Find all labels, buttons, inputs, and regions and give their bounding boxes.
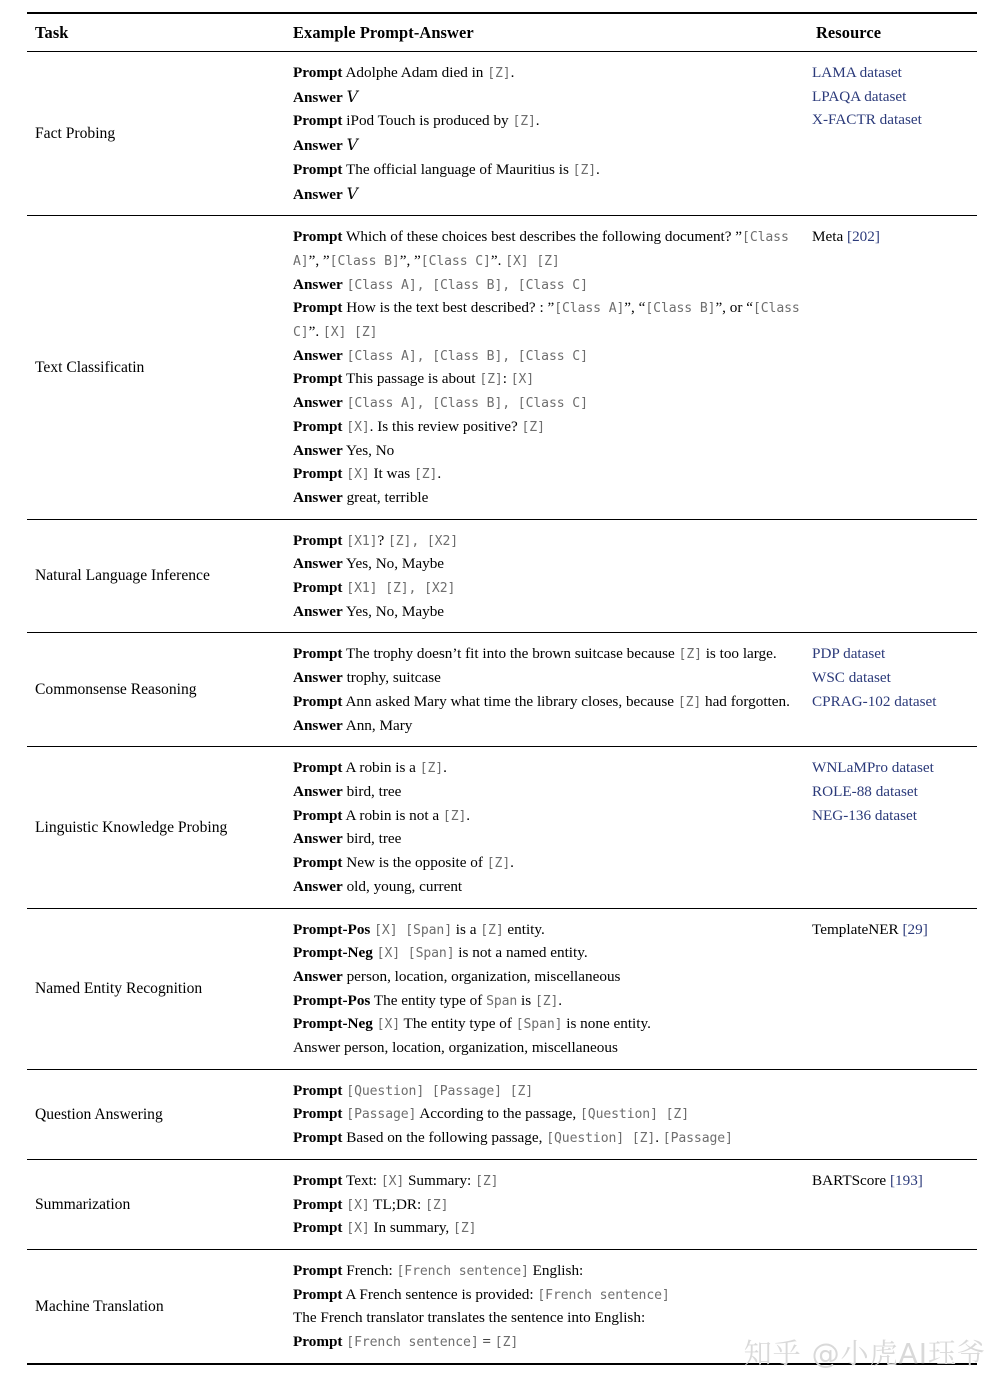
resource-cell	[808, 519, 977, 633]
citation-link[interactable]: [29]	[902, 920, 928, 938]
prompt-line	[293, 1216, 802, 1240]
prompt-label: Answer	[293, 137, 343, 155]
resource-cell	[808, 633, 977, 747]
prompt-line	[293, 367, 802, 391]
resource-cell	[808, 747, 977, 908]
placeholder-token: [X]	[380, 1173, 405, 1189]
example-prompt-answer-cell	[285, 216, 808, 519]
table-body	[27, 52, 977, 1364]
placeholder-token: [Z]	[475, 1173, 499, 1189]
placeholder-token: [Passage]	[662, 1131, 733, 1147]
placeholder-token: [Class A]	[554, 301, 625, 317]
prompt-label: Prompt	[293, 692, 343, 710]
prompt-label: Prompt-Neg	[293, 1015, 373, 1033]
prompt-text: had forgotten.	[701, 692, 790, 710]
placeholder-token: [X] [Z]	[505, 253, 560, 269]
prompt-text: ?	[377, 531, 388, 549]
prompt-text: The official language of Mauritius is	[346, 160, 573, 178]
table-row	[27, 747, 977, 908]
resource-link[interactable]: PDP dataset	[812, 645, 886, 663]
table-row	[27, 908, 977, 1069]
placeholder-token: [French sentence]	[346, 1335, 479, 1351]
prompt-label: Answer	[293, 275, 343, 293]
prompt-text: This passage is about	[346, 370, 480, 388]
prompt-line	[293, 391, 802, 415]
prompt-label: Prompt	[293, 531, 343, 549]
placeholder-token: [X1] [Z], [X2]	[346, 581, 456, 597]
example-prompt-answer-cell	[285, 633, 808, 747]
placeholder-token: [Z]	[494, 1335, 519, 1351]
resource-link[interactable]: WSC dataset	[812, 669, 891, 687]
prompt-line	[293, 1126, 802, 1150]
task-name-cell: Fact Probing	[27, 52, 285, 216]
bottom-rule-cell	[808, 1364, 977, 1365]
prompt-text: ”, “	[624, 299, 646, 317]
prompt-line	[293, 965, 802, 989]
table-row	[27, 633, 977, 747]
prompt-line	[293, 875, 802, 899]
prompt-label: Prompt	[293, 1333, 343, 1351]
answer-symbol: V	[346, 87, 358, 106]
placeholder-token: [X]	[510, 372, 535, 388]
prompt-line	[293, 780, 802, 804]
placeholder-token: [Z]	[442, 808, 467, 824]
task-name-cell: Commonsense Reasoning	[27, 633, 285, 747]
placeholder-token: [Passage]	[346, 1107, 417, 1123]
prompt-text: The trophy doesn’t fit into the brown suitcase because	[346, 645, 679, 663]
example-prompt-answer-cell	[285, 519, 808, 633]
prompt-text: Yes, No, Maybe	[346, 602, 445, 620]
prompt-text: .	[466, 806, 471, 824]
placeholder-token: [Class A], [Class B], [Class C]	[346, 277, 588, 293]
prompt-label: Prompt	[293, 806, 343, 824]
prompt-label: Answer	[293, 185, 343, 203]
task-name-cell: Summarization	[27, 1159, 285, 1249]
example-prompt-answer-cell	[285, 52, 808, 216]
prompt-text: The French translator translates the sentence into English:	[293, 1309, 646, 1327]
prompt-line	[293, 1012, 802, 1036]
prompt-label: Prompt	[293, 465, 343, 483]
prompt-line	[293, 1283, 802, 1307]
prompt-line	[293, 296, 802, 343]
column-header-example: Example Prompt-Answer	[285, 13, 808, 52]
prompt-text: is too large.	[701, 645, 777, 663]
prompt-label: Prompt-Pos	[293, 920, 371, 938]
prompt-label: Prompt	[293, 1195, 343, 1213]
resource-link[interactable]: X-FACTR dataset	[812, 111, 922, 129]
prompt-line	[293, 552, 802, 576]
prompt-line	[293, 918, 802, 942]
placeholder-token: [X1]	[346, 533, 378, 549]
prompt-line	[293, 133, 802, 158]
prompt-line	[293, 85, 802, 110]
resource-link[interactable]: CPRAG-102 dataset	[812, 692, 937, 710]
prompt-text: Yes, No, Maybe	[346, 555, 445, 573]
placeholder-token: [Question] [Passage] [Z]	[346, 1083, 534, 1099]
prompt-line	[293, 642, 802, 666]
placeholder-token: [X]	[376, 1017, 401, 1033]
placeholder-token: [Class B]	[645, 301, 716, 317]
answer-symbol: V	[346, 136, 358, 155]
prompt-text: According to the passage,	[416, 1105, 581, 1123]
prompt-label: Answer	[293, 830, 343, 848]
table-row	[27, 1159, 977, 1249]
resource-link[interactable]: LAMA dataset	[812, 64, 902, 81]
prompt-line	[293, 1259, 802, 1283]
table-row	[27, 52, 977, 216]
prompt-line	[293, 109, 802, 133]
table-header-row	[27, 13, 977, 52]
prompt-text: old, young, current	[346, 877, 463, 895]
prompt-text: French:	[346, 1261, 397, 1279]
table-footer	[27, 1364, 977, 1365]
placeholder-token: [French sentence]	[396, 1263, 529, 1279]
citation-link[interactable]: [202]	[847, 228, 880, 246]
example-prompt-answer-cell	[285, 747, 808, 908]
prompt-text: .	[535, 112, 540, 130]
prompt-text: .	[437, 465, 442, 483]
placeholder-token: [Z]	[413, 467, 438, 483]
table-row	[27, 216, 977, 519]
resource-link[interactable]: ROLE-88 dataset	[812, 782, 918, 800]
prompt-line	[293, 439, 802, 463]
prompt-label: Answer	[293, 346, 343, 364]
prompt-label: Prompt	[293, 1081, 343, 1099]
placeholder-token: [Z]	[521, 419, 545, 435]
prompt-text: .	[655, 1129, 663, 1147]
placeholder-token: [Question] [Z]	[546, 1131, 656, 1147]
placeholder-token: [Class C]	[420, 253, 491, 269]
prompt-label: Answer	[293, 602, 343, 620]
prompt-text: . Is this review positive?	[369, 417, 522, 435]
placeholder-token: Span	[486, 993, 518, 1009]
prompt-label: Prompt	[293, 1285, 343, 1303]
prompt-label: Answer	[293, 967, 343, 985]
example-prompt-answer-cell	[285, 1159, 808, 1249]
resource-entry	[812, 918, 973, 942]
placeholder-token: [Z]	[479, 372, 503, 388]
prompt-text: A French sentence is provided:	[345, 1285, 538, 1303]
prompt-label: Answer	[293, 877, 343, 895]
resource-cell	[808, 1249, 977, 1363]
prompt-label: Prompt	[293, 645, 343, 663]
prompt-text: is a	[451, 920, 481, 938]
prompt-text: ”, ”	[399, 251, 421, 269]
prompt-text: It was	[369, 465, 414, 483]
prompt-label: Prompt	[293, 1129, 343, 1147]
prompt-line	[293, 529, 802, 553]
prompt-text: iPod Touch is produced by	[346, 112, 513, 130]
prompt-text: The entity type of	[400, 1015, 516, 1033]
prompt-text: bird, tree	[346, 830, 402, 848]
placeholder-token: [Class B]	[329, 253, 400, 269]
prompt-line	[293, 1102, 802, 1126]
prompt-line	[293, 1036, 802, 1060]
prompt-line	[293, 1079, 802, 1103]
prompt-text: .	[510, 854, 514, 872]
placeholder-token: [Class A], [Class B], [Class C]	[346, 348, 588, 364]
prompt-label: Answer	[293, 488, 343, 506]
prompt-text: TL;DR:	[369, 1195, 426, 1213]
example-prompt-answer-cell	[285, 908, 808, 1069]
prompt-text: Yes, No	[346, 441, 395, 459]
answer-symbol: V	[346, 184, 358, 203]
prompt-label: Prompt-Neg	[293, 944, 373, 962]
prompt-text: is not a named entity.	[454, 944, 588, 962]
prompt-label: Prompt	[293, 370, 343, 388]
placeholder-token: [Question] [Z]	[580, 1107, 689, 1123]
placeholder-token: [X] [Span]	[374, 922, 452, 938]
prompt-label: Prompt	[293, 579, 343, 597]
prompt-label: Answer	[293, 669, 343, 687]
task-name-cell: Text Classificatin	[27, 216, 285, 519]
prompt-label: Answer	[293, 88, 343, 106]
placeholder-token: [Z]	[487, 66, 511, 81]
prompt-line	[293, 941, 802, 965]
resource-name: BARTScore	[812, 1171, 890, 1189]
prompt-text: A robin is a	[345, 759, 420, 777]
prompt-text: New is the opposite of	[346, 854, 487, 872]
column-header-resource: Resource	[808, 13, 977, 52]
prompt-label: Prompt	[293, 1219, 343, 1237]
prompt-text: entity.	[503, 920, 545, 938]
prompt-label: Answer	[293, 555, 343, 573]
table-row	[27, 1069, 977, 1159]
prompt-text: ”, or “	[715, 299, 753, 317]
prompt-text: English:	[528, 1261, 584, 1279]
prompt-line	[293, 415, 802, 439]
prompt-line	[293, 158, 802, 182]
prompt-line	[293, 462, 802, 486]
prompt-label: Answer	[293, 441, 343, 459]
task-name-cell: Natural Language Inference	[27, 519, 285, 633]
prompt-text: In summary,	[369, 1219, 454, 1237]
prompt-line	[293, 61, 802, 85]
task-name-cell: Machine Translation	[27, 1249, 285, 1363]
citation-link[interactable]: [193]	[889, 1171, 923, 1189]
placeholder-token: [Z], [X2]	[387, 533, 459, 549]
resource-link[interactable]: WNLaMPro dataset	[812, 759, 934, 777]
resource-entry	[812, 225, 973, 249]
prompt-line	[293, 989, 802, 1013]
prompt-line	[293, 225, 802, 272]
column-header-task: Task	[27, 13, 285, 52]
prompt-text: Answer person, location, organization, miscellaneous	[293, 1039, 618, 1057]
prompt-line	[293, 600, 802, 624]
prompt-label: Answer	[293, 394, 343, 412]
placeholder-token: [Z]	[572, 162, 597, 178]
prompt-label: Prompt	[293, 1105, 343, 1123]
resource-link[interactable]: NEG-136 dataset	[812, 806, 918, 824]
prompt-text: great, terrible	[346, 488, 429, 506]
prompt-line	[293, 827, 802, 851]
prompt-line	[293, 804, 802, 828]
prompt-label: Prompt-Pos	[293, 991, 371, 1009]
placeholder-token: [Z]	[480, 922, 504, 938]
prompt-line	[293, 690, 802, 714]
prompt-line	[293, 666, 802, 690]
table-row	[27, 1249, 977, 1363]
prompt-text: Ann, Mary	[345, 716, 413, 734]
prompt-line	[293, 576, 802, 600]
prompt-text: Adolphe Adam died in	[345, 64, 488, 81]
prompt-text: is none entity.	[562, 1015, 651, 1033]
prompt-line	[293, 1306, 802, 1330]
prompt-text: ”.	[490, 251, 506, 269]
task-name-cell: Named Entity Recognition	[27, 908, 285, 1069]
prompt-text: How is the text best described? : ”	[346, 299, 555, 317]
placeholder-token: [Span]	[515, 1017, 563, 1033]
prompt-line	[293, 851, 802, 875]
prompt-text: ”.	[308, 323, 323, 341]
resource-cell	[808, 1159, 977, 1249]
prompt-label: Prompt	[293, 759, 343, 777]
prompt-text: Ann asked Mary what time the library closes, because	[345, 692, 678, 710]
prompt-line	[293, 344, 802, 368]
prompt-label: Prompt	[293, 299, 343, 317]
resource-cell	[808, 52, 977, 216]
example-prompt-answer-cell	[285, 1069, 808, 1159]
prompt-line	[293, 273, 802, 297]
watermark: 知乎 @小虎AI珏爷	[743, 1337, 986, 1370]
prompt-label: Prompt	[293, 1261, 343, 1279]
placeholder-token: [Class C]	[293, 301, 800, 341]
placeholder-token: [Z]	[419, 761, 444, 777]
prompt-text: =	[478, 1333, 495, 1351]
prompt-text: ”, ”	[308, 251, 330, 269]
task-name-cell: Question Answering	[27, 1069, 285, 1159]
resource-link[interactable]: LPAQA dataset	[812, 87, 907, 105]
prompt-text: .	[596, 160, 600, 178]
prompt-text: Summary:	[404, 1171, 476, 1189]
resource-entry	[812, 1169, 973, 1193]
example-prompt-answer-cell	[285, 1249, 808, 1363]
placeholder-token: [Class A], [Class B], [Class C]	[346, 396, 588, 412]
placeholder-token: [X]	[346, 1197, 370, 1213]
prompt-label: Prompt	[293, 64, 343, 81]
placeholder-token: [X] [Span]	[376, 946, 455, 962]
prompt-text: The entity type of	[373, 991, 487, 1009]
prompt-label: Prompt	[293, 112, 343, 130]
placeholder-token: [Z]	[512, 114, 536, 130]
prompt-line	[293, 486, 802, 510]
prompt-label: Prompt	[293, 417, 343, 435]
resource-cell	[808, 1069, 977, 1159]
bottom-rule-cell	[285, 1364, 808, 1365]
task-name-cell: Linguistic Knowledge Probing	[27, 747, 285, 908]
prompt-text: is	[517, 991, 535, 1009]
prompt-text: .	[558, 991, 563, 1009]
placeholder-token: [X] [Z]	[322, 325, 378, 341]
prompt-line	[293, 182, 802, 207]
prompt-label: Prompt	[293, 160, 343, 178]
resource-name: TemplateNER	[812, 920, 903, 938]
prompt-text: A robin is not a	[345, 806, 443, 824]
placeholder-token: [Z]	[678, 647, 702, 663]
prompt-text: :	[502, 370, 511, 388]
prompt-text: .	[443, 759, 447, 777]
placeholder-token: [Z]	[453, 1221, 477, 1237]
prompt-text: Text:	[346, 1171, 381, 1189]
resource-cell	[808, 908, 977, 1069]
placeholder-token: [Z]	[534, 993, 559, 1009]
prompt-text: Which of these choices best describes the following document? ”	[346, 228, 743, 246]
prompt-text: trophy, suitcase	[346, 669, 441, 687]
placeholder-token: [X]	[346, 1221, 370, 1237]
prompt-label: Answer	[293, 716, 343, 734]
prompt-line	[293, 1330, 802, 1354]
prompt-label: Prompt	[293, 1171, 343, 1189]
placeholder-token: [Z]	[677, 694, 702, 710]
prompt-label: Prompt	[293, 854, 343, 872]
prompt-line	[293, 756, 802, 780]
prompt-examples-table	[27, 12, 977, 1365]
prompt-text: bird, tree	[346, 782, 402, 800]
prompt-text: Based on the following passage,	[346, 1129, 547, 1147]
table-row	[27, 519, 977, 633]
prompt-label: Answer	[293, 782, 343, 800]
prompt-label: Prompt	[293, 228, 343, 246]
placeholder-token: [X]	[346, 419, 370, 435]
prompt-line	[293, 714, 802, 738]
bottom-rule	[27, 1364, 977, 1365]
resource-cell	[808, 216, 977, 519]
placeholder-token: [X]	[346, 467, 370, 483]
resource-name: Meta	[812, 228, 848, 246]
placeholder-token: [French sentence]	[537, 1287, 670, 1303]
placeholder-token: [Class A]	[293, 230, 789, 269]
placeholder-token: [Z]	[486, 856, 511, 872]
bottom-rule-cell	[27, 1364, 285, 1365]
prompt-text: person, location, organization, miscellaneous	[346, 967, 621, 985]
placeholder-token: [Z]	[425, 1197, 449, 1213]
prompt-line	[293, 1169, 802, 1193]
prompt-text: .	[510, 64, 515, 81]
table-header	[27, 13, 977, 52]
prompt-line	[293, 1193, 802, 1217]
